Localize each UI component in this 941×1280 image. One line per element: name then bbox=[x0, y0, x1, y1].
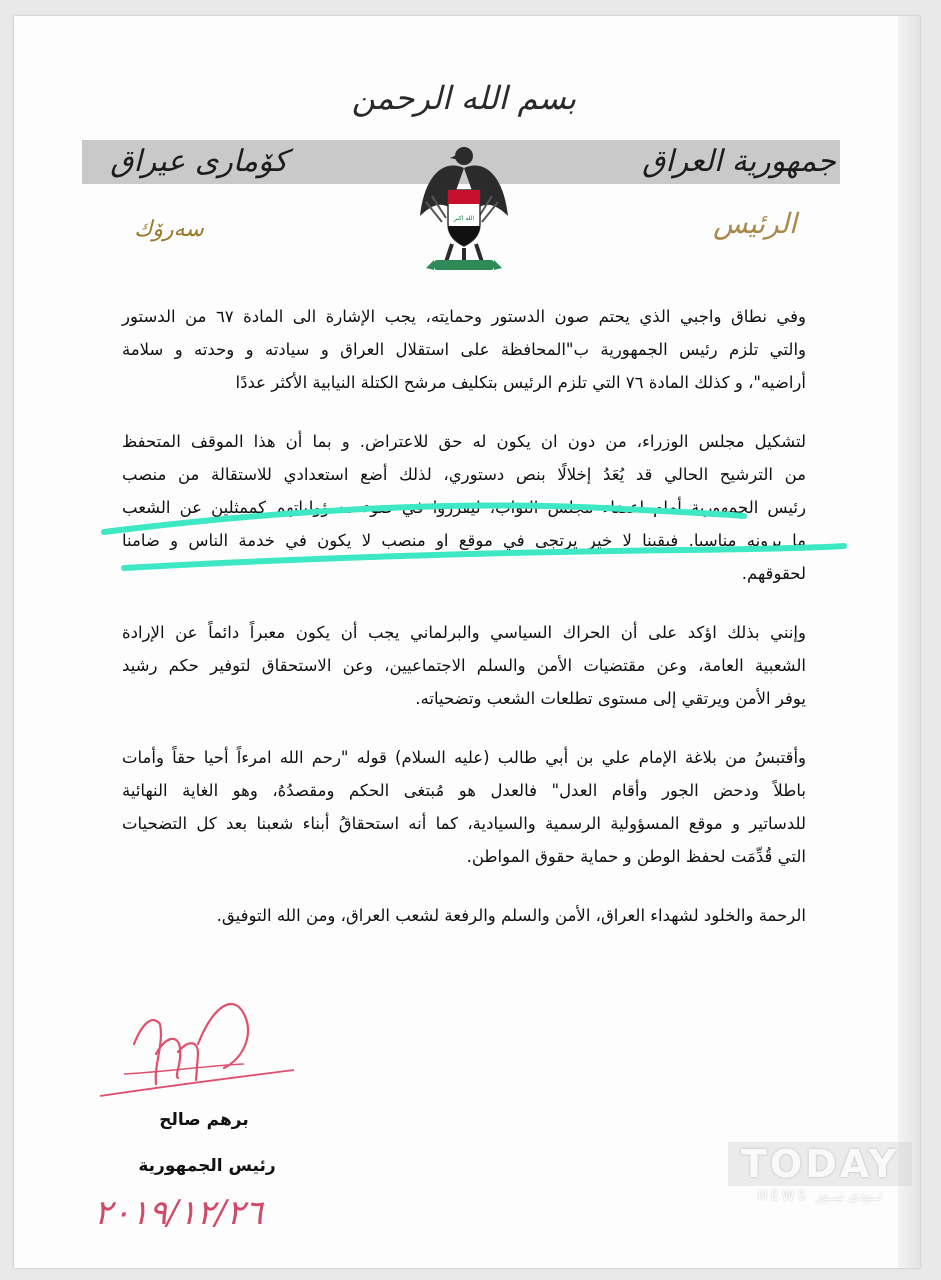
handwritten-date: ٢٠١٩/١٢/٢٦ bbox=[94, 1193, 264, 1233]
office-kurdish: سەرۆك bbox=[134, 217, 204, 242]
letter-body bbox=[122, 300, 806, 958]
paragraph-4 bbox=[122, 741, 806, 873]
document-page bbox=[14, 16, 920, 1268]
body-line: التي قُدِّمَت لحفظ الوطن و حماية حقوق المواطن. bbox=[466, 847, 806, 866]
paragraph-1 bbox=[122, 300, 806, 399]
eagle-emblem-icon bbox=[412, 138, 516, 278]
watermark-brand: TODAY bbox=[728, 1142, 912, 1186]
body-line: ما يرونه مناسبا. فيقينا لا خير يرتجى في موقع او منصب لا يكون في خدمة الناس و ضامنا bbox=[122, 531, 806, 550]
body-line: رئيس الجمهورية أمام اعضاء مجلس النواب، ليقرروا في ضوء مسؤولياتهم كممثلين عن الشعب bbox=[122, 498, 806, 517]
paragraph-5 bbox=[122, 899, 806, 932]
body-line: وإنني بذلك اؤكد على أن الحراك السياسي والبرلماني يجب أن يكون معبراً دائماً عن الإرادة bbox=[122, 623, 806, 642]
body-line: من الترشيح الحالي قد يُعَدُ إخلالًا بنص دستوري، لذلك أضع استعدادي للاستقالة من منصب bbox=[122, 465, 806, 484]
body-line: لحقوقهم. bbox=[741, 564, 806, 583]
body-line: وفي نطاق واجبي الذي يحتم صون الدستور وحمايته، يجب الإشارة الى المادة ٦٧ من الدستور bbox=[122, 307, 806, 326]
body-line: الرحمة والخلود لشهداء العراق، الأمن والسلم والرفعة لشعب العراق، ومن الله التوفيق. bbox=[216, 906, 806, 925]
body-line: والتي تلزم رئيس الجمهورية ب"المحافظة على استقلال العراق و سيادته و وحدته و سلامة bbox=[122, 340, 806, 359]
paragraph-2 bbox=[122, 425, 806, 590]
title-kurdish: كۆمارى عيراق bbox=[110, 144, 288, 179]
paragraph-3 bbox=[122, 616, 806, 715]
signatory-name: برهم صالح bbox=[159, 1110, 249, 1130]
body-line: وأقتبسُ من بلاغة الإمام علي بن أبي طالب (عليه السلام) قوله "رحم الله امرءاً أحيا حقاً وأمات bbox=[122, 748, 806, 767]
body-line: للدساتير و موقع المسؤولية الرسمية والسيادية، كما أنه استحقاقُ أبناء شعبنا بعد كل التضحيات bbox=[122, 814, 806, 833]
page-edge bbox=[898, 16, 920, 1268]
body-line: أراضيه"، و كذلك المادة ٧٦ التي تلزم الرئيس بتكليف مرشح الكتلة النيابية الأكثر عددًا bbox=[235, 373, 806, 392]
body-line: الشعبية العامة، وعن مقتضيات الأمن والسلم الاجتماعيين، وعن الاستحقاق لتوفير حكم رشيد bbox=[122, 656, 806, 675]
office-arabic: الرئيس bbox=[713, 207, 797, 240]
watermark-sub: NEWS تــودي نيــوز bbox=[757, 1189, 883, 1204]
body-line: يوفر الأمن ويرتقي إلى مستوى تطلعات الشعب وتضحياته. bbox=[415, 689, 806, 708]
signature-icon bbox=[94, 984, 304, 1114]
signatory-title: رئيس الجمهورية bbox=[138, 1156, 276, 1176]
basmala: بسم الله الرحمن bbox=[351, 79, 577, 117]
watermark-logo bbox=[728, 1142, 912, 1222]
svg-text:الله اكبر: الله اكبر bbox=[453, 215, 475, 222]
body-line: باطلاً ودحض الجور وأقام العدل" فالعدل هو مُبتغى الحكم ومقصدُهُ، وهو الغاية النهائية bbox=[122, 781, 806, 800]
body-line: لتشكيل مجلس الوزراء، من دون ان يكون له حق للاعتراض. و بما أن هذا الموقف المتحفظ bbox=[122, 432, 806, 451]
title-arabic: جمهورية العراق bbox=[642, 144, 836, 179]
